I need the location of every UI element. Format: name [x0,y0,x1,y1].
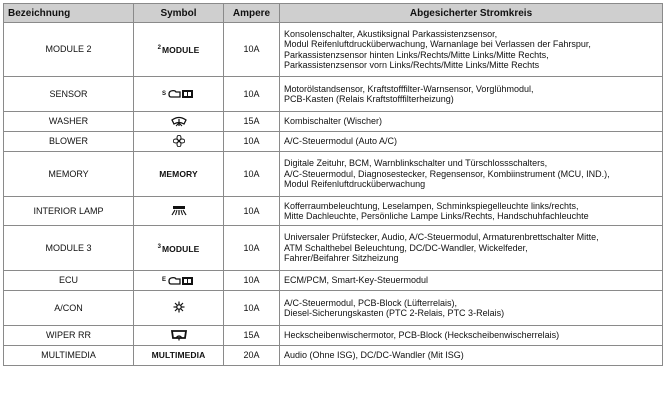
fuse-circuit [280,197,663,226]
circuit-line: A/C-Steuermodul, PCB-Block (Lüfterrelais), [284,297,458,308]
circuit-line: Heckscheibenwischermotor, PCB-Block (Heckscheibenwischerrelais) [284,330,560,341]
fuse-name: A/CON [4,291,134,326]
table-row [4,77,663,112]
ecu-fuse-icon [162,274,195,288]
circuit-line: Audio (Ohne ISG), DC/DC-Wandler (Mit ISG) [284,350,464,361]
fuse-name: WIPER RR [4,326,134,346]
circuit-line: Parkassistenzsensor vorn Links/Rechts/Mitte Links/Mitte Rechts [284,59,540,70]
symbol-text: MODULE [162,243,200,254]
snowflake-icon [173,300,185,314]
fuse-ampere: 10A [224,132,280,152]
circuit-line: Kofferraumbeleuchtung, Leselampen, Schminkspiegelleuchte links/rechts, [284,200,579,211]
fuse-name: INTERIOR LAMP [4,197,134,226]
circuit-line: Digitale Zeituhr, BCM, Warnblinkschalter und Türschlossschalters, [284,158,548,169]
circuit-line: Kombischalter (Wischer) [284,116,383,127]
sensor-fuse-icon [162,87,195,101]
fuse-circuit [280,152,663,197]
fuse-name: MEMORY [4,152,134,197]
circuit-line: Diesel-Sicherungskasten (PTC 2-Relais, PTC 3-Relais) [284,308,505,318]
fuse-symbol: MEMORY [134,152,224,197]
fuse-ampere: 15A [224,326,280,346]
fuse-name: MODULE 3 [4,226,134,271]
fuse-circuit [280,112,663,132]
fuse-symbol: MULTIMEDIA [134,346,224,366]
fuse-ampere: 20A [224,346,280,366]
circuit-line: Motorölstandsensor, Kraftstofffilter-Warnsensor, Vorglühmodul, [284,83,534,94]
fuse-circuit [280,77,663,112]
fuse-ampere: 15A [224,112,280,132]
fuse-ampere: 10A [224,226,280,271]
fuse-symbol [134,23,224,77]
table-row [4,346,663,366]
fuse-ampere: 10A [224,152,280,197]
circuit-line: Modul Reifenluftdrucküberwachung [284,179,426,190]
fuse-name: MODULE 2 [4,23,134,77]
fuse-ampere: 10A [224,271,280,291]
circuit-line: ECM/PCM, Smart-Key-Steuermodul [284,275,429,286]
circuit-line: A/C-Steuermodul, Diagnosestecker, Regensensor, Kombiinstrument (MCU, IND.), [284,168,610,179]
table-row [4,152,663,197]
symbol-superscript: 2 [157,45,161,52]
fuse-symbol [134,132,224,152]
fuse-ampere: 10A [224,77,280,112]
fuse-table-wrapper [3,3,662,366]
table-row [4,23,663,77]
fuse-circuit [280,271,663,291]
circuit-line: ATM Schalthebel Beleuchtung, DC/DC-Wandler, Wickelfeder, [284,242,528,253]
fan-icon [173,134,185,148]
fuse-symbol [134,77,224,112]
circuit-line: A/C-Steuermodul (Auto A/C) [284,136,398,147]
circuit-line: Universaler Prüfstecker, Audio, A/C-Steuermodul, Armaturenbrettschalter Mitte, [284,232,599,243]
header-symbol: Symbol [134,4,224,23]
header-ampere: Ampere [224,4,280,23]
fuse-symbol [134,112,224,132]
table-row [4,271,663,291]
interior-lamp-icon [170,203,188,217]
fuse-table [3,3,663,366]
symbol-superscript: 3 [157,243,161,250]
fuse-circuit [280,326,663,346]
table-row [4,326,663,346]
table-row [4,291,663,326]
table-row [4,197,663,226]
fuse-symbol [134,291,224,326]
header-circuit: Abgesicherter Stromkreis [280,4,663,23]
table-row [4,132,663,152]
fuse-symbol [134,326,224,346]
circuit-line: Fahrer/Beifahrer Sitzheizung [284,253,399,264]
fuse-circuit [280,291,663,326]
fuse-name: ECU [4,271,134,291]
fuse-ampere: 10A [224,23,280,77]
fuse-name: BLOWER [4,132,134,152]
fuse-symbol [134,197,224,226]
fuse-circuit [280,346,663,366]
fuse-ampere: 10A [224,197,280,226]
rear-wiper-icon [170,328,188,342]
table-row [4,112,663,132]
circuit-line: Mitte Dachleuchte, Persönliche Lampe Links/Rechts, Handschuhfachleuchte [284,211,589,221]
header-row [4,4,663,23]
circuit-line: PCB-Kasten (Relais Kraftstofffilterheizung) [284,94,454,104]
circuit-line: Konsolenschalter, Akustiksignal Parkassistenzsensor, [284,28,498,39]
fuse-name: SENSOR [4,77,134,112]
symbol-superscript: S [161,90,166,97]
fuse-symbol [134,271,224,291]
table-row [4,226,663,271]
circuit-line: Parkassistenzsensor hinten Links/Rechts/Mitte Links/Mitte Rechts, [284,49,549,60]
circuit-line: Modul Reifenluftdrucküberwachung, Warnanlage bei Verlassen der Fahrspur, [284,39,591,50]
washer-icon [171,114,187,128]
symbol-superscript: E [161,277,166,284]
header-name: Bezeichnung [4,4,134,23]
fuse-circuit [280,132,663,152]
fuse-ampere: 10A [224,291,280,326]
symbol-text: MODULE [162,45,200,56]
fuse-name: MULTIMEDIA [4,346,134,366]
fuse-circuit [280,23,663,77]
fuse-symbol [134,226,224,271]
fuse-circuit [280,226,663,271]
fuse-name: WASHER [4,112,134,132]
